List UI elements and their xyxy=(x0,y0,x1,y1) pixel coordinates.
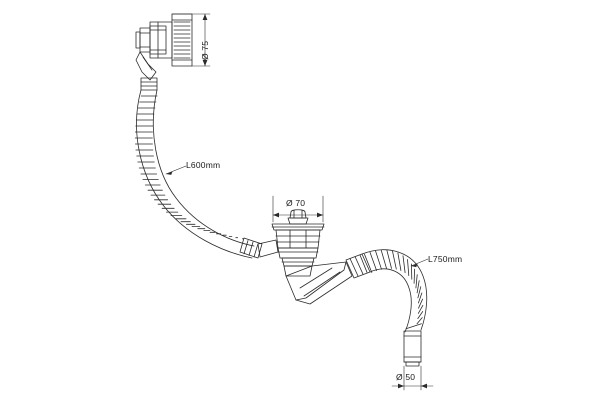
flexible-hose-750 xyxy=(362,250,427,332)
dimension-label-l750: L750mm xyxy=(428,254,463,264)
outlet-pipe-50 xyxy=(404,331,421,366)
dimension-label-dia50: Ø 50 xyxy=(396,372,416,382)
dimension-label-dia75: Ø 75 xyxy=(200,40,210,60)
flexible-hose-600 xyxy=(135,90,254,258)
overflow-head-assembly xyxy=(136,14,192,90)
dimension-label-dia70: Ø 70 xyxy=(286,198,306,208)
leader-l600 xyxy=(166,166,186,175)
outlet-elbow xyxy=(286,254,370,304)
leader-l750 xyxy=(411,259,428,267)
dimension-label-l600: L600mm xyxy=(186,160,221,170)
